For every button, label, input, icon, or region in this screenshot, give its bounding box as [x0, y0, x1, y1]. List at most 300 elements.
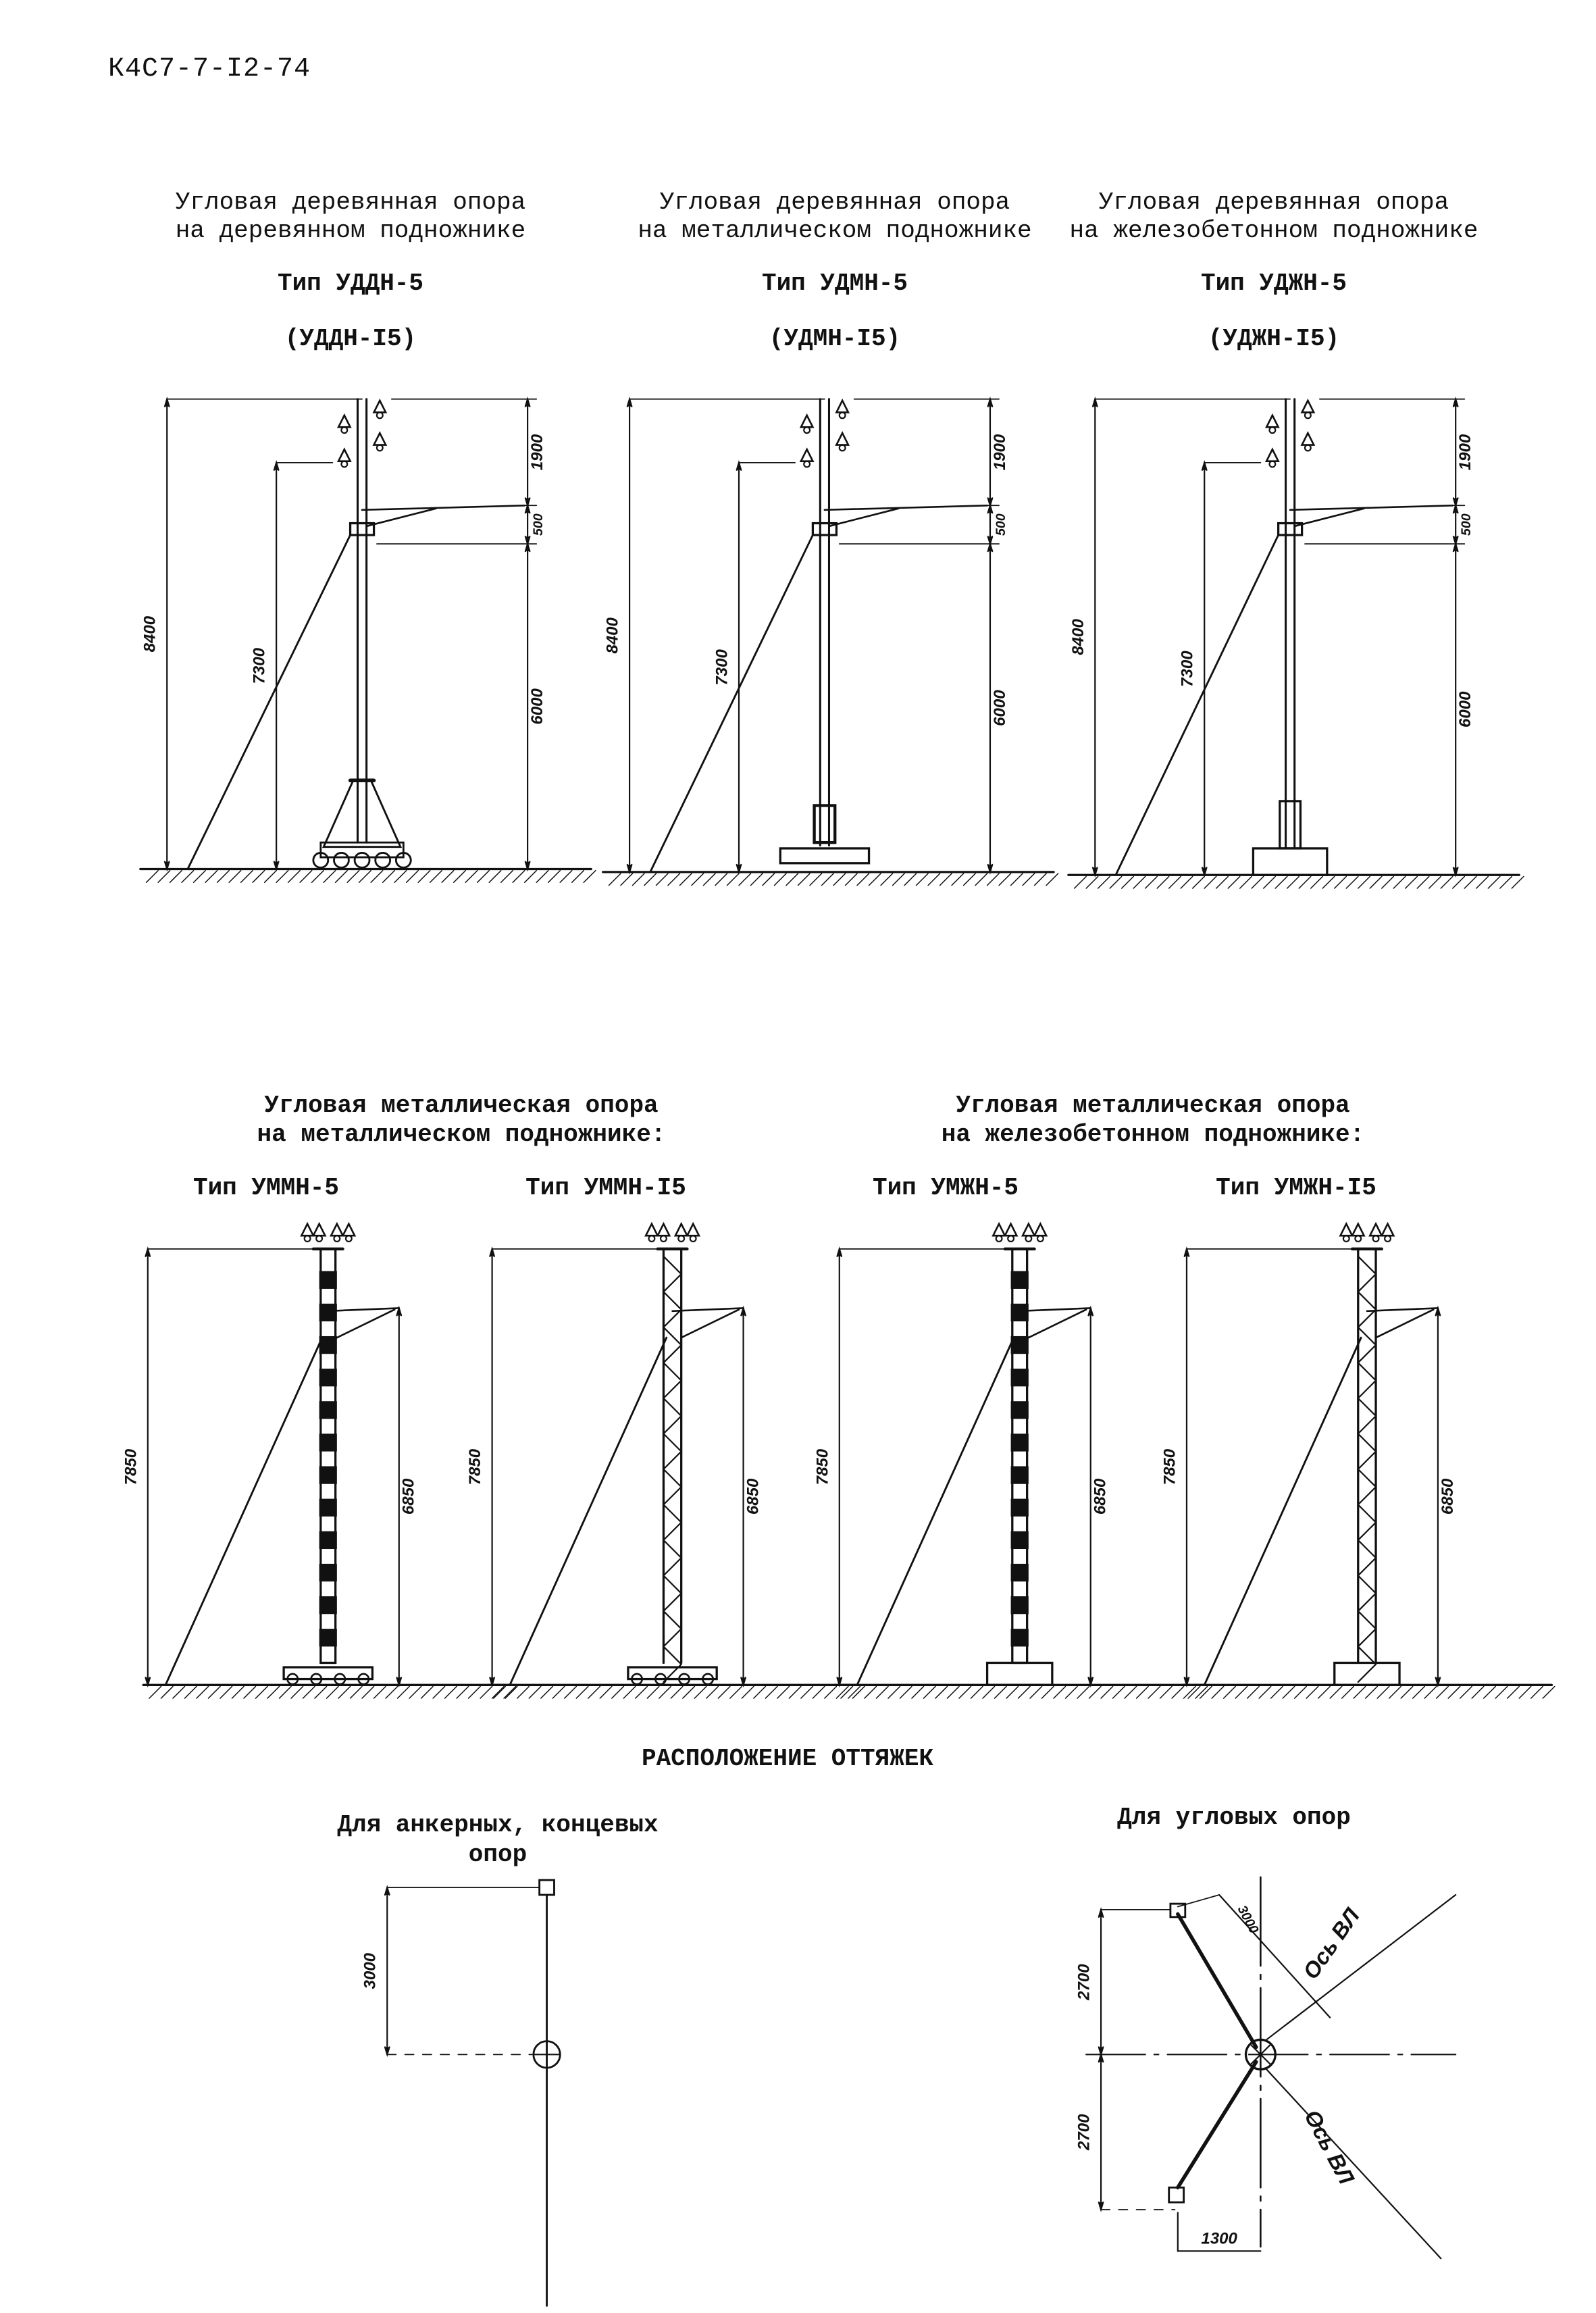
ground-hatch [900, 1687, 912, 1699]
ground-hatch [857, 873, 869, 886]
ground-hatch [612, 1687, 624, 1699]
ground-hatch [494, 1687, 506, 1699]
footing-log [334, 853, 349, 867]
ground-hatch [718, 1687, 730, 1699]
arrowhead [988, 505, 993, 513]
ground-hatch [715, 873, 727, 886]
cross-arm-brace [681, 1310, 739, 1338]
pole-segment [1011, 1433, 1029, 1451]
ground-hatch [327, 1687, 339, 1699]
dimension-label: 8400 [1069, 619, 1087, 655]
lattice-brace [663, 1646, 681, 1664]
lattice-brace [663, 1629, 681, 1646]
arrowhead [165, 399, 170, 407]
pole-type-alt: (УДМН-I5) [769, 325, 901, 353]
ground-hatch [1370, 876, 1382, 888]
arrowhead [1099, 2054, 1104, 2062]
cross-arm [1290, 505, 1453, 510]
pole-segment [319, 1596, 337, 1614]
ground-hatch [928, 873, 940, 886]
ground-hatch [1460, 1687, 1472, 1699]
ground-hatch [1011, 873, 1023, 886]
cross-arm [1020, 1308, 1091, 1311]
lattice-brace [663, 1575, 681, 1593]
pole-type: Тип УММН-I5 [525, 1174, 686, 1202]
ground-hatch [975, 873, 987, 886]
dimension-label: 6850 [399, 1478, 418, 1515]
group-title-line2: на металлическом подножнике: [257, 1121, 666, 1148]
insulator-icon [1023, 1224, 1035, 1236]
ground-hatch [1287, 876, 1299, 888]
ground-hatch [621, 873, 633, 886]
ground-hatch [1488, 876, 1500, 888]
ground-hatch [421, 1687, 434, 1699]
ground-hatch [480, 1687, 492, 1699]
ground-hatch [924, 1687, 936, 1699]
ground-hatch [489, 871, 501, 883]
dimension-label: 6850 [1438, 1478, 1457, 1515]
ground-hatch [1030, 1687, 1042, 1699]
ground-hatch [300, 871, 312, 883]
ground-hatch [418, 871, 430, 883]
ground-hatch [501, 871, 513, 883]
arrowhead [741, 1308, 746, 1315]
ground-hatch [351, 1687, 363, 1699]
ground-hatch [244, 1687, 256, 1699]
lattice-brace [663, 1363, 681, 1380]
ground-hatch [541, 1687, 553, 1699]
pole-type: Тип УМЖН-I5 [1216, 1174, 1376, 1202]
ground-hatch [576, 1687, 588, 1699]
ground-hatch [999, 873, 1011, 886]
ground-hatch [442, 871, 454, 883]
footing-beam [321, 842, 404, 857]
lattice-brace [663, 1256, 681, 1274]
insulator-icon [1005, 1224, 1017, 1236]
insulator-icon [1352, 1224, 1364, 1236]
ground-hatch [548, 871, 561, 883]
ground-hatch [1054, 1687, 1066, 1699]
ground-hatch [1322, 876, 1335, 888]
guy-wire [510, 1338, 667, 1685]
ground-hatch [742, 1687, 754, 1699]
lattice-brace [663, 1433, 681, 1451]
lattice-brace [1358, 1575, 1376, 1593]
arrowhead [627, 399, 632, 407]
guy-wire [1178, 2062, 1256, 2187]
arrowhead [525, 399, 530, 407]
ground-hatch [572, 871, 584, 883]
ground-hatch [777, 1687, 790, 1699]
ground-hatch [600, 1687, 612, 1699]
ground-hatch [217, 871, 230, 883]
anchor-title-line1: Для анкерных, концевых [337, 1811, 659, 1839]
dimension-label: 6000 [990, 690, 1009, 726]
ground-hatch [1098, 876, 1110, 888]
arrowhead [1185, 1249, 1189, 1256]
dimension-label: 6000 [527, 688, 546, 725]
ground-hatch [1157, 876, 1169, 888]
ground-hatch [407, 871, 419, 883]
concrete-footing [1280, 801, 1301, 848]
pole-type: Тип УММН-5 [192, 1174, 340, 1202]
dimension-label: 8400 [140, 615, 159, 653]
ground-hatch [338, 1687, 351, 1699]
ground-hatch [220, 1687, 232, 1699]
insulator-icon [374, 433, 386, 445]
ground-hatch [1204, 876, 1216, 888]
ground-hatch [694, 1687, 706, 1699]
ground-hatch [1519, 1687, 1531, 1699]
ground-hatch [1311, 876, 1323, 888]
ground-hatch [457, 1687, 469, 1699]
pole-segment [1011, 1466, 1029, 1483]
ground-hatch [445, 1687, 457, 1699]
arrowhead [385, 2047, 390, 2054]
ground-hatch [253, 871, 265, 883]
ground-hatch [1342, 1687, 1354, 1699]
metal-footing [815, 805, 835, 842]
ground-hatch [1216, 876, 1229, 888]
ground-hatch [276, 871, 288, 883]
group-title-line1: Угловая металлическая опора [956, 1092, 1350, 1119]
ground-hatch [560, 871, 572, 883]
dimension-label: 6850 [1091, 1478, 1110, 1515]
ground-hatch [1543, 1687, 1555, 1699]
insulator-icon [331, 1224, 343, 1236]
pole-segment [1011, 1271, 1029, 1289]
ground-hatch [1429, 876, 1441, 888]
ground-hatch [209, 1687, 221, 1699]
ground-hatch [1235, 1687, 1247, 1699]
ground-hatch [1089, 1687, 1102, 1699]
ground-hatch [469, 1687, 481, 1699]
lattice-brace [1358, 1611, 1376, 1629]
ground-hatch [668, 873, 680, 886]
ground-hatch [1437, 1687, 1449, 1699]
dimension-label: 1900 [527, 434, 546, 471]
ground-hatch [1354, 1687, 1366, 1699]
ground-hatch [751, 873, 763, 886]
ground-hatch [1283, 1687, 1295, 1699]
insulator-icon [1266, 449, 1279, 461]
arrowhead [737, 463, 742, 470]
ground-hatch [359, 871, 371, 883]
ground-hatch [1247, 1687, 1260, 1699]
ground-hatch [1160, 1687, 1173, 1699]
ground-hatch [703, 873, 715, 886]
ground-hatch [754, 1687, 766, 1699]
ground-hatch [1464, 876, 1476, 888]
ground-hatch [280, 1687, 292, 1699]
dimension-label: 7850 [122, 1448, 140, 1485]
ground-hatch [1377, 1687, 1389, 1699]
ground-hatch [656, 873, 668, 886]
lattice-brace [1358, 1523, 1376, 1540]
ground-hatch [822, 873, 834, 886]
ground-hatch [229, 871, 241, 883]
ground-hatch [433, 1687, 445, 1699]
ground-hatch [1023, 873, 1035, 886]
lattice-brace [663, 1381, 681, 1398]
ground-hatch [679, 873, 692, 886]
pole-type-alt: (УДДН-I5) [284, 325, 417, 353]
lattice-brace [663, 1487, 681, 1504]
pole-segment [319, 1466, 337, 1483]
pole-segment [1011, 1401, 1029, 1419]
ground-hatch [1441, 876, 1453, 888]
arrowhead [396, 1308, 401, 1315]
ground-hatch [265, 871, 277, 883]
lattice-brace [1358, 1469, 1376, 1487]
ground-hatch [995, 1687, 1007, 1699]
lattice-brace [663, 1345, 681, 1363]
ground-hatch [763, 873, 775, 886]
arrowhead [146, 1249, 151, 1256]
lattice-brace [1358, 1487, 1376, 1504]
ground-hatch [158, 871, 170, 883]
ground-hatch [267, 1687, 280, 1699]
ground-hatch [893, 873, 905, 886]
arrowhead [1099, 1910, 1104, 1917]
cross-arm [1367, 1308, 1438, 1311]
ground-hatch [964, 873, 976, 886]
concrete-footing [987, 1663, 1052, 1685]
ground-hatch [430, 871, 442, 883]
ground-hatch [1075, 876, 1087, 888]
lattice-brace [1358, 1292, 1376, 1309]
ground-hatch [161, 1687, 173, 1699]
ground-hatch [869, 873, 881, 886]
lattice-brace [663, 1398, 681, 1416]
footing-log [355, 853, 369, 867]
pole-title-line1: Угловая деревянная опора [175, 188, 526, 216]
ground-hatch [1086, 876, 1098, 888]
ground-hatch [971, 1687, 983, 1699]
ground-hatch [147, 871, 159, 883]
ground-hatch [1358, 876, 1370, 888]
lattice-brace [1358, 1310, 1376, 1327]
pole-type: Тип УДДН-5 [277, 270, 424, 297]
dimension-label: 500 [993, 513, 1008, 536]
ground-hatch [1393, 876, 1406, 888]
guy-wire [188, 535, 351, 869]
ground-hatch [383, 871, 395, 883]
insulator-icon [1370, 1224, 1382, 1236]
ground-hatch [1252, 876, 1264, 888]
ground-hatch [692, 873, 704, 886]
pole-segment [319, 1271, 337, 1289]
ground-hatch [1424, 1687, 1437, 1699]
lattice-brace [663, 1292, 681, 1309]
section-title: РАСПОЛОЖЕНИЕ ОТТЯЖЕК [641, 1745, 934, 1773]
ground-hatch [536, 871, 548, 883]
ground-hatch [1264, 876, 1276, 888]
ground-hatch [1406, 876, 1418, 888]
ground-hatch [398, 1687, 410, 1699]
ground-hatch [846, 873, 858, 886]
ground-hatch [504, 1687, 516, 1699]
footing-plate [780, 848, 869, 863]
ground-hatch [813, 1687, 825, 1699]
insulator-icon [646, 1224, 658, 1236]
insulator-icon [836, 401, 848, 413]
insulator-icon [313, 1224, 326, 1236]
lattice-brace [663, 1504, 681, 1522]
ground-hatch [1228, 876, 1240, 888]
lattice-brace [1358, 1594, 1376, 1611]
lattice-brace [1358, 1433, 1376, 1451]
lattice-brace [1358, 1629, 1376, 1646]
pole-segment [319, 1564, 337, 1581]
arrowhead [1453, 505, 1458, 513]
ground-hatch [291, 1687, 303, 1699]
dimension-label: 3000 [361, 1952, 380, 1989]
ground-hatch [1137, 1687, 1149, 1699]
dimension-label: 1900 [1456, 434, 1475, 471]
ground-hatch [1417, 876, 1429, 888]
dimension-label: 2700 [1075, 2114, 1093, 2150]
arrowhead [274, 463, 279, 470]
ground-hatch [492, 1687, 505, 1699]
ground-hatch [525, 871, 537, 883]
ground-hatch [798, 873, 810, 886]
ground-hatch [1101, 1687, 1113, 1699]
ground-hatch [1295, 1687, 1307, 1699]
pole-segment [1011, 1304, 1029, 1321]
arrowhead [385, 1887, 390, 1895]
ground-hatch [1172, 1687, 1184, 1699]
ground-hatch [288, 871, 301, 883]
ground-hatch [706, 1687, 719, 1699]
ground-hatch [1448, 1687, 1460, 1699]
insulator-icon [1302, 433, 1314, 445]
wooden-footing [324, 780, 401, 846]
ground-hatch [1495, 1687, 1508, 1699]
ground-hatch [1413, 1687, 1425, 1699]
ground-hatch [584, 871, 596, 883]
ground-hatch [1125, 1687, 1137, 1699]
dimension-label: 1900 [990, 434, 1009, 471]
insulator-icon [1341, 1224, 1353, 1236]
guy-wire [857, 1338, 1014, 1685]
pole-title-line2: на деревянном подножнике [175, 217, 526, 245]
arrowhead [1093, 399, 1098, 407]
ground-hatch [1500, 876, 1512, 888]
ground-hatch [149, 1687, 161, 1699]
pole-segment [319, 1499, 337, 1517]
ground-hatch [513, 871, 525, 883]
ground-hatch [303, 1687, 315, 1699]
pole-type-alt: (УДЖН-I5) [1208, 325, 1340, 353]
pole-segment [1011, 1499, 1029, 1517]
insulator-icon [374, 401, 386, 413]
lattice-brace [663, 1611, 681, 1629]
ground-hatch [1330, 1687, 1342, 1699]
ground-hatch [775, 873, 787, 886]
ground-hatch [786, 873, 798, 886]
axis-label: Ось ВЛ [1297, 1903, 1364, 1984]
lattice-brace [1358, 1416, 1376, 1433]
lattice-brace [1358, 1274, 1376, 1292]
lattice-brace [1358, 1558, 1376, 1575]
ground-hatch [1346, 876, 1358, 888]
ground-hatch [1306, 1687, 1318, 1699]
lattice-brace [1358, 1398, 1376, 1416]
pole-title-line1: Угловая деревянная опора [1098, 188, 1449, 216]
insulator-icon [801, 449, 813, 461]
ground-hatch [505, 1687, 517, 1699]
pole-segment [319, 1433, 337, 1451]
lattice-brace [663, 1452, 681, 1469]
ground-hatch [386, 1687, 398, 1699]
ground-hatch [876, 1687, 888, 1699]
ground-hatch [588, 1687, 600, 1699]
ground-hatch [312, 871, 324, 883]
dimension-label: 7300 [713, 649, 731, 686]
ground-hatch [632, 873, 644, 886]
pole-segment [1011, 1564, 1029, 1581]
ground-hatch [1531, 1687, 1543, 1699]
group-title-line2: на железобетонном подножнике: [941, 1121, 1365, 1148]
insulator-icon [1382, 1224, 1394, 1236]
ground-hatch [1077, 1687, 1089, 1699]
dimension-label: 7850 [1160, 1448, 1179, 1485]
extension-line [1178, 1895, 1219, 1907]
ground-hatch [529, 1687, 541, 1699]
ground-hatch [865, 1687, 877, 1699]
arrowhead [1436, 1308, 1441, 1315]
ground-hatch [810, 873, 822, 886]
ground-hatch [1148, 1687, 1160, 1699]
ground-hatch [394, 871, 407, 883]
ground-hatch [1512, 876, 1524, 888]
ground-hatch [739, 873, 751, 886]
ground-hatch [1133, 876, 1145, 888]
ground-hatch [324, 871, 336, 883]
ground-hatch [1224, 1687, 1236, 1699]
ground-hatch [935, 1687, 948, 1699]
arrowhead [838, 1249, 842, 1256]
lattice-brace [1358, 1381, 1376, 1398]
ground-hatch [1019, 1687, 1031, 1699]
arrowhead [1453, 544, 1458, 551]
pole-segment [319, 1629, 337, 1646]
pole-segment [319, 1531, 337, 1549]
ground-hatch [623, 1687, 636, 1699]
dimension-label: 8400 [603, 617, 622, 654]
insulator-icon [1302, 401, 1314, 413]
ground-hatch [565, 1687, 577, 1699]
ground-hatch [825, 1687, 837, 1699]
ground-hatch [659, 1687, 671, 1699]
lattice-brace [663, 1310, 681, 1327]
ground-hatch [1382, 876, 1394, 888]
ground-hatch [362, 1687, 374, 1699]
ground-hatch [182, 871, 194, 883]
ground-hatch [730, 1687, 742, 1699]
pole-segment [319, 1304, 337, 1321]
ground-hatch [1169, 876, 1181, 888]
ground-hatch [409, 1687, 421, 1699]
ground-hatch [1275, 876, 1287, 888]
ground-hatch [1389, 1687, 1401, 1699]
cross-arm [362, 505, 525, 510]
insulator-icon [675, 1224, 688, 1236]
ground-hatch [948, 1687, 960, 1699]
lattice-brace [663, 1558, 681, 1575]
ground-hatch [609, 873, 621, 886]
